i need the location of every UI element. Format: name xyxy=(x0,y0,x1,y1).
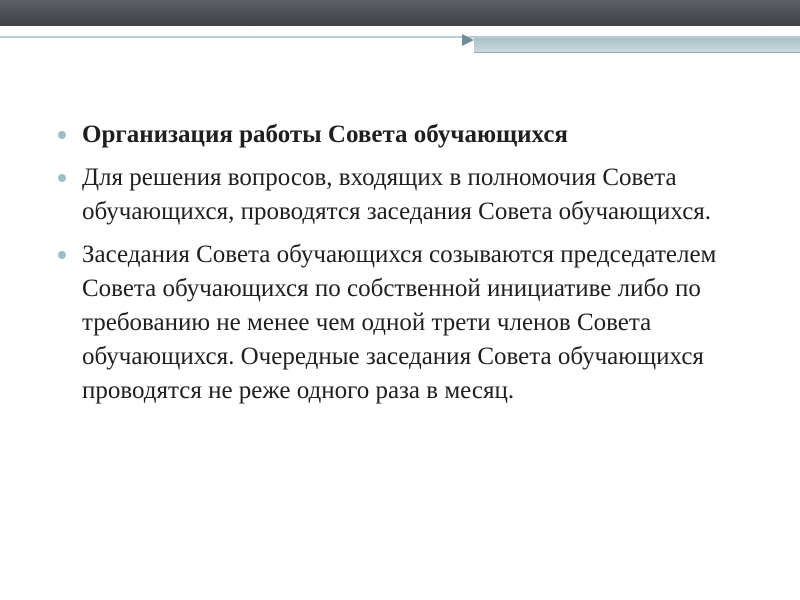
bullet-item-sessions xyxy=(56,161,746,229)
bullet-text: Заседания Совета обучающихся созываются председателем Совета обучающихся по собственной инициативе либо по требованию не менее чем одной трети членов Совета обучающихся. Очередные заседания Совета обучающихся проводятся не реже одного раза в месяц. xyxy=(82,241,717,404)
slide-content xyxy=(56,118,746,417)
bullet-text: Для решения вопросов, входящих в полномочия Совета обучающихся, проводятся заседания Совета обучающихся. xyxy=(82,164,712,225)
bullet-list xyxy=(56,118,746,408)
bullet-icon xyxy=(58,131,66,139)
accent-strip xyxy=(474,38,800,52)
accent-strip-edge xyxy=(474,52,800,53)
bullet-icon xyxy=(58,174,66,182)
arrow-marker-icon xyxy=(462,34,474,46)
bullet-item-convening xyxy=(56,238,746,408)
bullet-item-heading xyxy=(56,118,746,152)
bullet-icon xyxy=(58,251,66,259)
bullet-text: Организация работы Совета обучающихся xyxy=(82,121,568,148)
header-band xyxy=(0,0,800,26)
